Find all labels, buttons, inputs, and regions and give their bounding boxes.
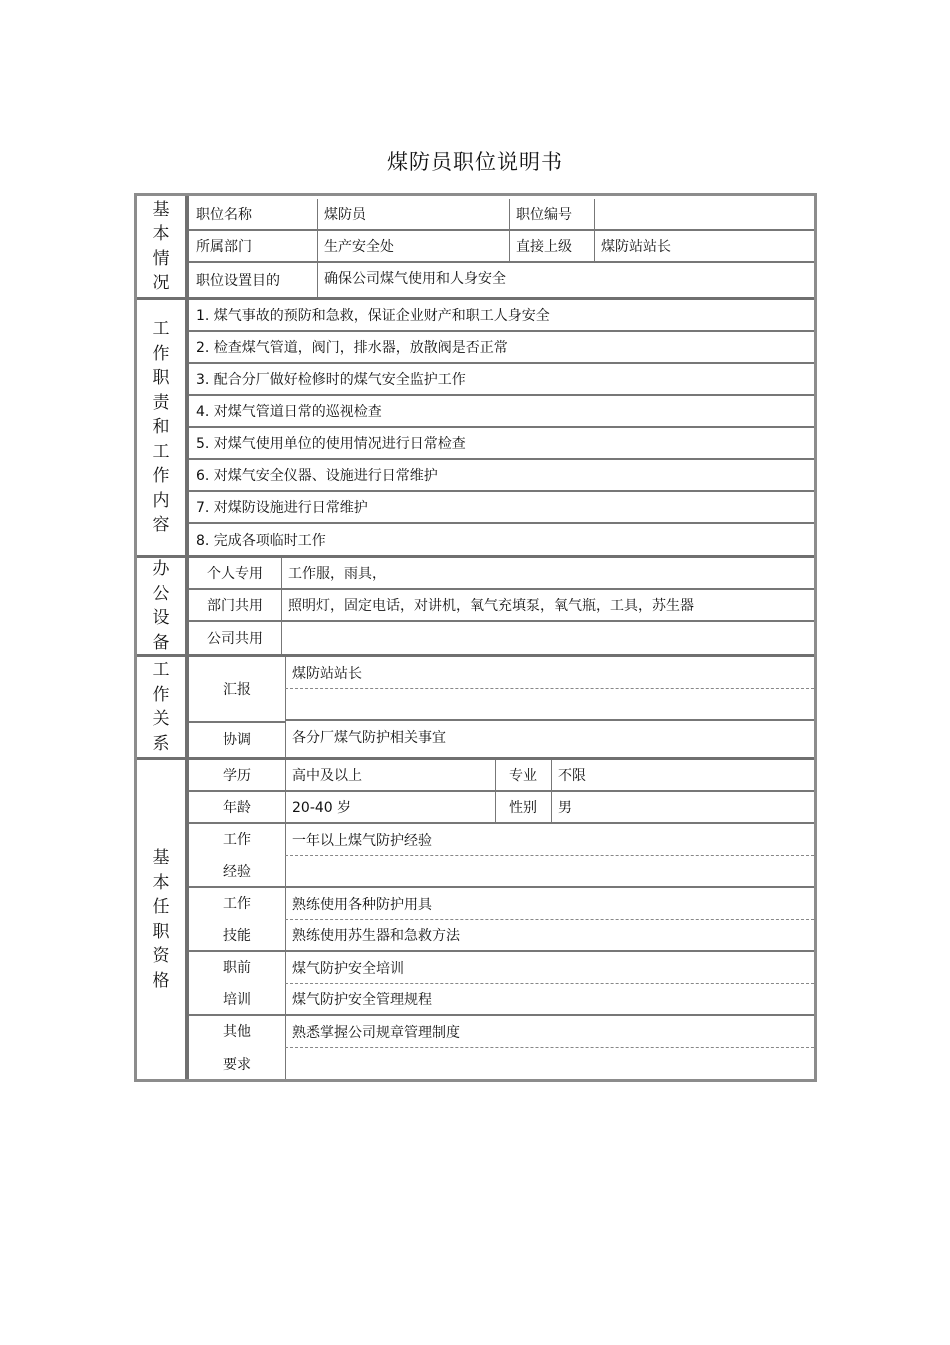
table-row	[189, 622, 814, 654]
report-label: 汇报	[223, 682, 251, 698]
other-value	[285, 1048, 292, 1079]
job-code-value	[594, 199, 814, 229]
duty-item: 3. 配合分厂做好检修时的煤气安全监护工作	[189, 364, 814, 396]
experience-value: 一年以上煤气防护经验	[292, 832, 432, 849]
section-label-relations: 工 作 关 系	[137, 657, 189, 757]
section-duties	[137, 300, 814, 555]
experience-label-1: 工作	[223, 832, 251, 848]
skill-label-1: 工作	[223, 896, 251, 912]
duty-item: 5. 对煤气使用单位的使用情况进行日常检查	[189, 428, 814, 460]
table-row	[285, 952, 814, 984]
table-row	[285, 657, 814, 689]
document-title: 煤防员职位说明书	[387, 150, 563, 174]
section-label-duties: 工 作 职 责 和 工 作 内 容	[137, 300, 189, 555]
table-row	[189, 263, 814, 297]
equipment-label: 个人专用	[207, 566, 263, 582]
section-label-qualifications: 基 本 任 职 资 格	[137, 760, 189, 1079]
education-value: 高中及以上	[292, 768, 362, 784]
equipment-label: 部门共用	[207, 598, 263, 614]
skill-label-2: 技能	[223, 928, 251, 944]
equipment-value	[281, 622, 288, 654]
table-row	[285, 1016, 814, 1048]
equipment-value: 工作服，雨具，	[288, 566, 386, 582]
skill-value: 熟练使用苏生器和急救方法	[292, 928, 460, 944]
table-row	[189, 856, 814, 888]
table-row	[189, 760, 814, 792]
table-row	[285, 689, 814, 721]
equipment-value: 照明灯，固定电话，对讲机，氧气充填泵，氧气瓶，工具，苏生器	[288, 598, 694, 614]
duty-item: 7. 对煤防设施进行日常维护	[189, 492, 814, 524]
equipment-label: 公司共用	[207, 631, 263, 647]
experience-value	[285, 856, 292, 886]
job-description-table	[134, 193, 817, 1082]
table-row	[189, 558, 814, 590]
section-relations	[137, 657, 814, 757]
table-row	[189, 984, 814, 1016]
age-label: 年龄	[223, 800, 251, 816]
duty-item: 2. 检查煤气管道，阀门，排水器，放散阀是否正常	[189, 332, 814, 364]
department-label: 所属部门	[196, 239, 252, 255]
report-value: 煤防站站长	[292, 665, 362, 682]
job-name-value: 煤防员	[324, 207, 366, 223]
major-value: 不限	[558, 768, 586, 784]
purpose-value: 确保公司煤气使用和人身安全	[324, 271, 506, 287]
other-value: 熟悉掌握公司规章管理制度	[292, 1024, 460, 1041]
skill-value: 熟练使用各种防护用具	[292, 896, 432, 913]
table-row	[285, 1048, 814, 1079]
section-equipment	[137, 558, 814, 654]
training-value: 煤气防护安全培训	[292, 960, 404, 977]
table-row	[189, 590, 814, 622]
duty-item: 8. 完成各项临时工作	[196, 532, 326, 549]
section-label-equipment: 办 公 设 备	[137, 558, 189, 654]
duty-item: 6. 对煤气安全仪器、设施进行日常维护	[189, 460, 814, 492]
other-label-1: 其他	[223, 1024, 251, 1040]
experience-label-2: 经验	[223, 864, 251, 880]
table-row	[189, 199, 814, 231]
section-qualifications	[137, 760, 814, 1079]
superior-label: 直接上级	[516, 239, 572, 255]
table-row	[189, 920, 814, 952]
gender-value: 男	[558, 800, 572, 816]
table-row	[285, 721, 814, 757]
coordinate-value: 各分厂煤气防护相关事宜	[292, 729, 446, 746]
other-label-2: 要求	[223, 1056, 251, 1073]
duty-item: 1. 煤气事故的预防和急救，保证企业财产和职工人身安全	[189, 300, 814, 332]
coordinate-label: 协调	[223, 732, 251, 748]
training-label-2: 培训	[223, 992, 251, 1008]
purpose-label: 职位设置目的	[196, 273, 280, 289]
report-value	[285, 689, 292, 719]
duty-item: 4. 对煤气管道日常的巡视检查	[189, 396, 814, 428]
table-row	[285, 888, 814, 920]
training-label-1: 职前	[223, 960, 251, 976]
age-value: 20-40 岁	[292, 800, 352, 816]
section-basic-info	[137, 196, 814, 297]
table-row	[189, 231, 814, 263]
education-label: 学历	[223, 768, 251, 784]
table-row	[285, 824, 814, 856]
major-label: 专业	[509, 768, 537, 784]
department-value: 生产安全处	[324, 239, 394, 255]
training-value: 煤气防护安全管理规程	[292, 992, 432, 1008]
job-name-label: 职位名称	[196, 207, 252, 223]
job-code-label: 职位编号	[516, 207, 572, 223]
superior-value: 煤防站站长	[601, 239, 671, 255]
table-row	[189, 792, 814, 824]
section-label-basic-info: 基 本 情 况	[137, 196, 189, 297]
table-body	[137, 196, 814, 1079]
gender-label: 性别	[509, 800, 537, 816]
